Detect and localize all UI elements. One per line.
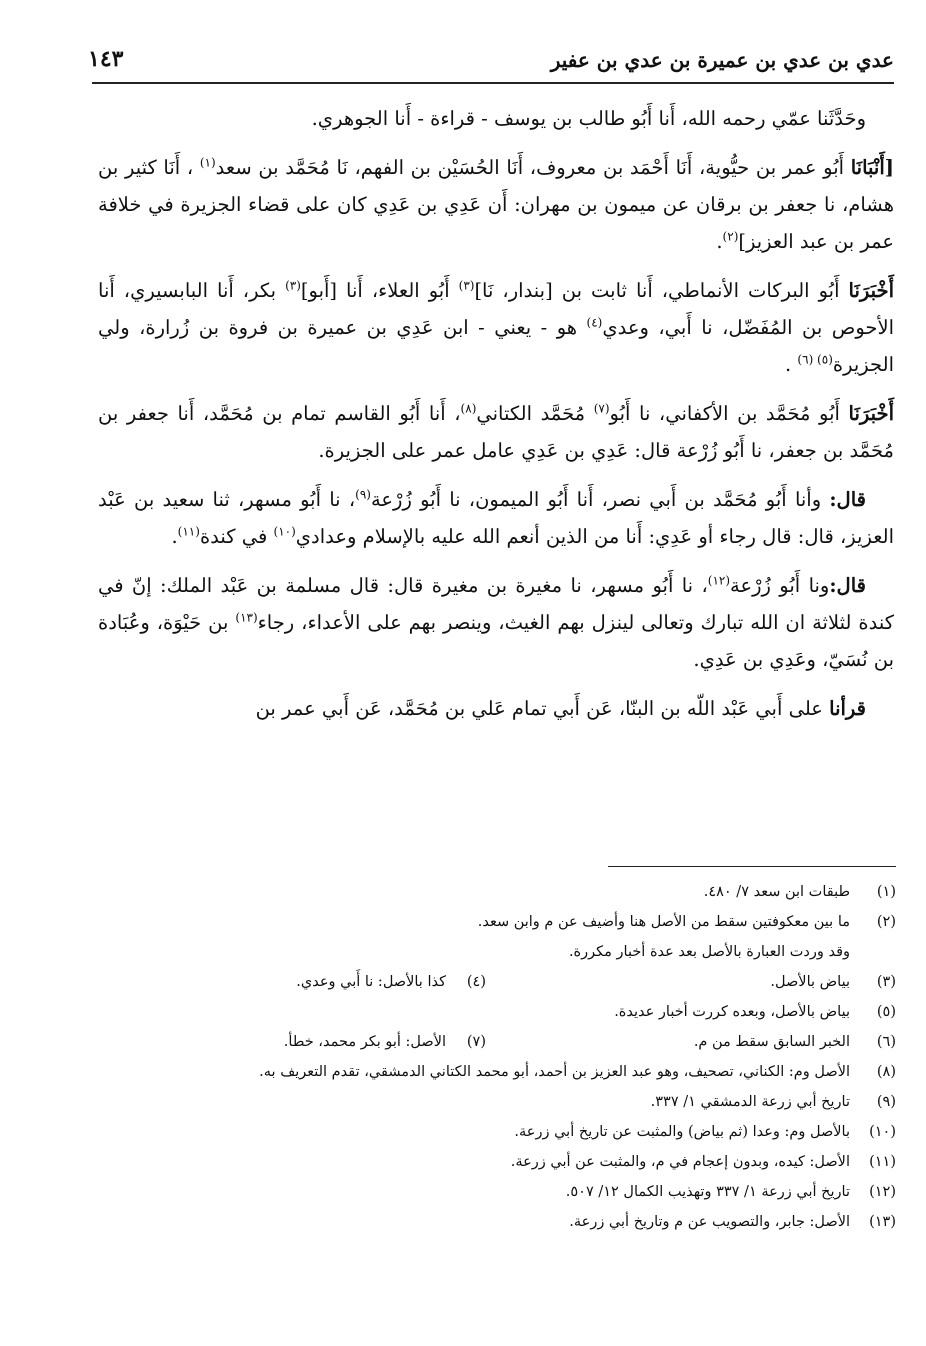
footnote-ref: (٩) (355, 487, 371, 502)
footnote (284, 1027, 486, 1057)
paragraph-text: هو - يعني - ابن عَدِي بن عميرة بن فروة بن زُرارة، ولي الجزيرة (98, 316, 894, 376)
paragraph-text: في كندة (199, 525, 274, 548)
footnote-ref: (٥) (٦) (797, 352, 833, 367)
footnote-number: (٤) (466, 974, 486, 990)
footnote-number: (٥) (876, 1004, 896, 1020)
footnote-text: الأصل وم: الكناني، تصحيف، وهو عبد العزيز بن أحمد، أبو محمد الكتاني الدمشقي، تقدم التعريف به. (259, 1064, 850, 1080)
footnote-ref: (٨) (460, 401, 477, 416)
paragraph-text: . (716, 230, 723, 253)
paragraph-text: مُحَمَّد الكتاني (476, 402, 594, 425)
footnote-ref: (٤) (586, 315, 603, 330)
paragraph (98, 690, 894, 727)
footnote-text: بالأصل وم: وعدا (ثم بياض) والمثبت عن تاريخ أبي زرعة. (514, 1124, 850, 1140)
paragraph-lead-word: قال: (829, 574, 866, 597)
paragraph-text: أَبُو مُحَمَّد بن الأكفاني، نا أَبُو (609, 402, 849, 425)
footnote-text: تاريخ أبي زرعة ١/ ٣٣٧ وتهذيب الكمال ١٢/ ٥٠٧. (565, 1184, 850, 1200)
paragraph-text: على أَبي عَبْد اللّه بن البنّا، عَن أَبي تمام عَلي بن مُحَمَّد، عَن أَبي عمر بن (255, 697, 830, 720)
paragraph-lead-word: قال: (829, 488, 866, 511)
footnote-text: ما بين معكوفتين سقط من الأصل هنا وأضيف عن م وابن سعد. (477, 914, 850, 930)
paragraph-text: . (171, 525, 178, 548)
footnote-number: (٩) (876, 1094, 896, 1110)
paragraph-text: وحَدَّثَنا عمّي رحمه الله، أَنا أَبُو طالب بن يوسف - قراءة - أَنا الجوهري. (311, 107, 866, 130)
footnote-text: تاريخ أبي زرعة الدمشقي ١/ ٣٣٧. (650, 1094, 850, 1110)
header-rule (92, 82, 894, 84)
footnote-text: الأصل: جابر، والتصويب عن م وتاريخ أبي زرعة. (569, 1214, 850, 1230)
footnote-rule (608, 866, 896, 867)
main-text (98, 100, 894, 739)
paragraph (98, 395, 894, 469)
paragraph-text: ، نا أَبُو مسهر، نا مغيرة بن مغيرة قال: قال مسلمة بن عَبْد الملك: إنّ في كندة لثلاثة ان الله تبارك وتعالى لينزل بهم الغيث، وينصر بهم على الأعداء، رجاء (98, 574, 894, 634)
footnote-number: (١٢) (869, 1184, 896, 1200)
footnote-text: بياض بالأصل، وبعده كررت أخبار عديدة. (614, 1004, 850, 1020)
paragraph (98, 481, 894, 555)
paragraph-text: . (785, 353, 798, 376)
footnote-ref: (١٠) (273, 524, 296, 539)
footnotes (110, 877, 896, 1237)
footnote-ref: (٢) (722, 229, 739, 244)
header-title: عدي بن عدي بن عميرة بن عدي بن عفير (550, 48, 894, 72)
footnote (110, 997, 896, 1027)
paragraph-text: بن حَيْوَة، وعُبَادة بن نُسَيّ، وعَدِي بن عَدِي. (98, 611, 894, 671)
paragraph (98, 272, 894, 383)
footnote-number: (٨) (876, 1064, 896, 1080)
paragraph-text: ، نا أَبُو مسهر، ثنا سعيد بن عَبْد العزيز، قال: قال رجاء أو عَدِي: أَنا من الذين أنعم الله عليه بالإسلام وعدادي (98, 488, 894, 548)
paragraph-lead-word: أَخْبَرَنَا (848, 279, 894, 302)
footnote-ref: (٣) (285, 278, 301, 293)
paragraph-text: بكر، أَنا البابسيري، أَنا الأحوص بن المُفَضّل، نا أَبي، وعدي (98, 279, 894, 339)
footnote-text: بياض بالأصل. (770, 974, 850, 990)
paragraph-text: أَبُو البركات الأنماطي، أَنا ثابت بن [بندار، نَا] (474, 279, 849, 302)
footnote-ref: (١٢) (707, 573, 731, 588)
footnote-ref: (١٣) (235, 610, 258, 625)
footnote (296, 967, 486, 997)
page-number: ١٤٣ (88, 46, 124, 72)
footnote-number: (٢) (876, 914, 896, 930)
paragraph-text: أَبُو العلاء، أَنا [أَبو] (300, 279, 459, 302)
footnote-ref: (٧) (593, 401, 610, 416)
footnote-number: (٣) (876, 974, 896, 990)
paragraph-lead-word: [أَنْبَانَا (850, 156, 894, 179)
paragraph-lead-word: أَخْبَرَنَا (848, 402, 895, 425)
footnote-number: (٦) (876, 1034, 896, 1050)
footnote-pair (110, 967, 896, 997)
footnote-number: (١١) (869, 1154, 896, 1170)
footnote (110, 1087, 896, 1117)
footnote-text: الأصل: كيده، وبدون إعجام في م، والمثبت عن أبي زرعة. (510, 1154, 850, 1170)
footnote-text: الأصل: أبو بكر محمد، خطأ. (283, 1034, 446, 1050)
footnote-continuation: وقد وردت العبارة بالأصل بعد عدة أخبار مكررة. (568, 944, 850, 960)
footnote-text: كذا بالأصل: نا أَبي وعدي. (296, 974, 446, 990)
paragraph-text: أَبُو عمر بن حيُّوية، أَنَا أَحْمَد بن معروف، أَنَا الحُسَيْن بن الفهم، نَا مُحَمَّد بن سعد (215, 156, 851, 179)
footnote-text: الخبر السابق سقط من م. (693, 1034, 850, 1050)
footnote-number: (١) (876, 884, 896, 900)
footnote-number: (١٠) (869, 1124, 896, 1140)
paragraph (98, 567, 894, 678)
footnote (110, 907, 896, 937)
footnote-number: (٧) (466, 1034, 486, 1050)
footnote (110, 1177, 896, 1207)
footnote (486, 967, 896, 997)
paragraph (98, 149, 894, 260)
footnote (110, 1147, 896, 1177)
footnote-ref: (١) (199, 155, 216, 170)
footnote-ref: (١١) (177, 524, 200, 539)
paragraph-text: وأنا أَبُو مُحَمَّد بن أَبي نصر، أَنا أَبُو الميمون، نا أَبُو زُرْعة (370, 488, 830, 511)
paragraph (98, 100, 894, 137)
footnote (110, 1057, 896, 1087)
paragraph-text: ، أَنا أَبُو القاسم تمام بن مُحَمَّد، أَنا جعفر بن مُحَمَّد بن جعفر، نا أَبُو زُرْعة قال: عَدِي بن عَدِي عامل عمر على الجزيرة. (98, 402, 894, 462)
running-header (88, 40, 894, 78)
footnote (110, 1207, 896, 1237)
footnote (110, 877, 896, 907)
footnote (486, 1027, 896, 1057)
footnote-number: (١٣) (869, 1214, 896, 1230)
paragraph-text: ، أَنَا كثير بن هشام، نا جعفر بن برقان عن ميمون بن مهران: أَن عَدِي بن عَدِي كان على قضاء الجزيرة في خلافة عمر بن عبد العزيز] (98, 156, 894, 253)
footnote-pair (110, 1027, 896, 1057)
paragraph-lead-word: قرأنا (829, 697, 866, 720)
footnote-text: طبقات ابن سعد ٧/ ٤٨٠. (703, 884, 850, 900)
footnote (110, 1117, 896, 1147)
paragraph-text: ونا أَبُو زُرْعة (730, 574, 830, 597)
footnote-ref: (٣) (458, 278, 475, 293)
